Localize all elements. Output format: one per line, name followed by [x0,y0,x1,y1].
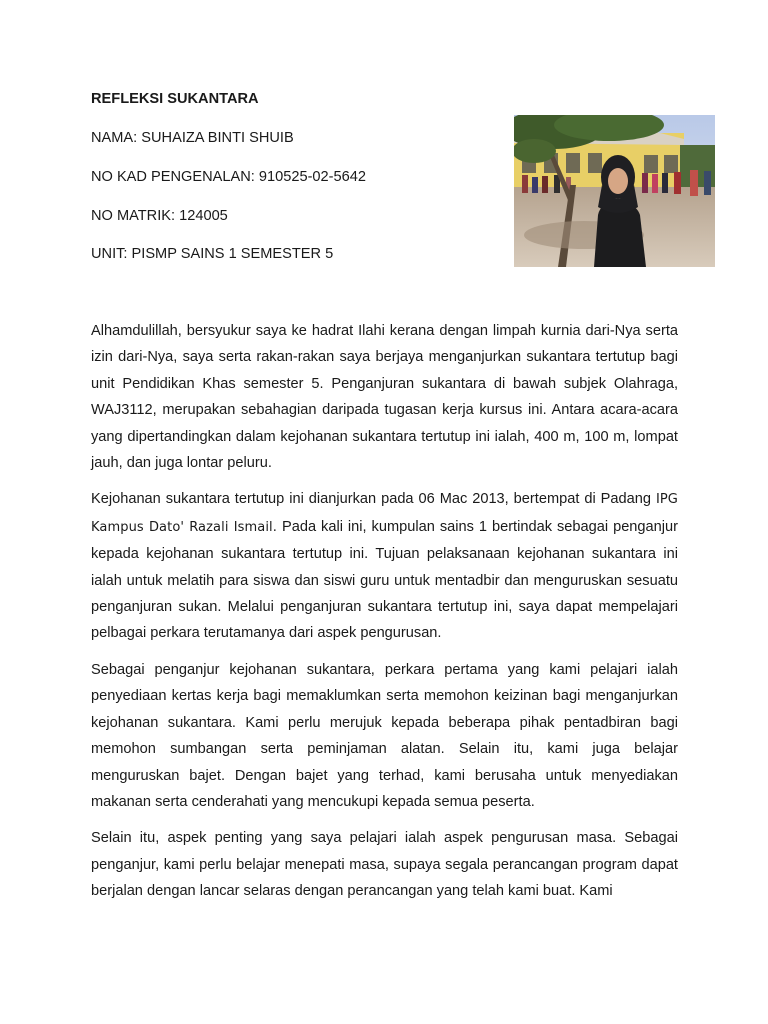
portrait-photo [514,115,715,267]
reflection-body [91,318,678,915]
name-line: NAMA: SUHAIZA BINTI SHUIB [91,130,294,146]
matric-number-line: NO MATRIK: 124005 [91,208,228,224]
venue-name: IPG Kampus Dato' Razali Ismail. [91,492,678,535]
paragraph-2-start: Kejohanan sukantara tertutup ini dianjurkan pada 06 Mac 2013, bertempat di Padang [91,491,656,508]
ic-number-line: NO KAD PENGENALAN: 910525-02-5642 [91,169,366,185]
paragraph-2 [91,486,678,646]
paragraph-1: Alhamdulillah, bersyukur saya ke hadrat Ilahi kerana dengan limpah kurnia dari-Nya serta izin dari-Nya, saya serta rakan-rakan saya berjaya menganjurkan sukantara tertutup bagi unit Pendidikan Khas semester 5. Penganjuran sukantara di bawah subjek Olahraga, WAJ3112, merupakan sebahagian daripada tugasan kerja kursus ini. Antara acara-acara yang dipertandingkan dalam kejohanan sukantara tertutup ini ialah, 400 m, 100 m, lompat jauh, dan juga lontar peluru. [91,323,678,472]
paragraph-4: Selain itu, aspek penting yang saya pelajari ialah aspek pengurusan masa. Sebagai penganjur, kami perlu belajar menepati masa, supaya segala perancangan program dapat berjalan dengan lancar selaras dengan perancangan yang telah kami buat. Kami [91,830,678,900]
paragraph-2-end: Pada kali ini, kumpulan sains 1 bertindak sebagai penganjur kepada kejohanan sukantara tertutup ini. Tujuan pelaksanaan kejohanan sukantara ini ialah untuk melatih para siswa dan siswi guru untuk mentadbir dan menguruskan sesuatu penganjuran sukan. Melalui penganjuran sukantara tertutup ini, saya dapat mempelajari pelbagai perkara terutamanya dari aspek pengurusan. [91,518,678,642]
document-title: REFLEKSI SUKANTARA [91,91,259,107]
paragraph-3: Sebagai penganjur kejohanan sukantara, perkara pertama yang kami pelajari ialah penyediaan kertas kerja bagi memaklumkan serta memohon keizinan bagi menganjurkan kejohanan sukantara. Kami perlu merujuk kepada beberapa pihak pentadbiran bagi memohon sumbangan serta peminjaman alatan. Selain itu, kami juga belajar menguruskan bajet. Dengan bajet yang terhad, kami berusaha untuk menyediakan makanan serta cenderahati yang mencukupi kepada semua peserta. [91,661,678,810]
unit-line: UNIT: PISMP SAINS 1 SEMESTER 5 [91,246,334,262]
